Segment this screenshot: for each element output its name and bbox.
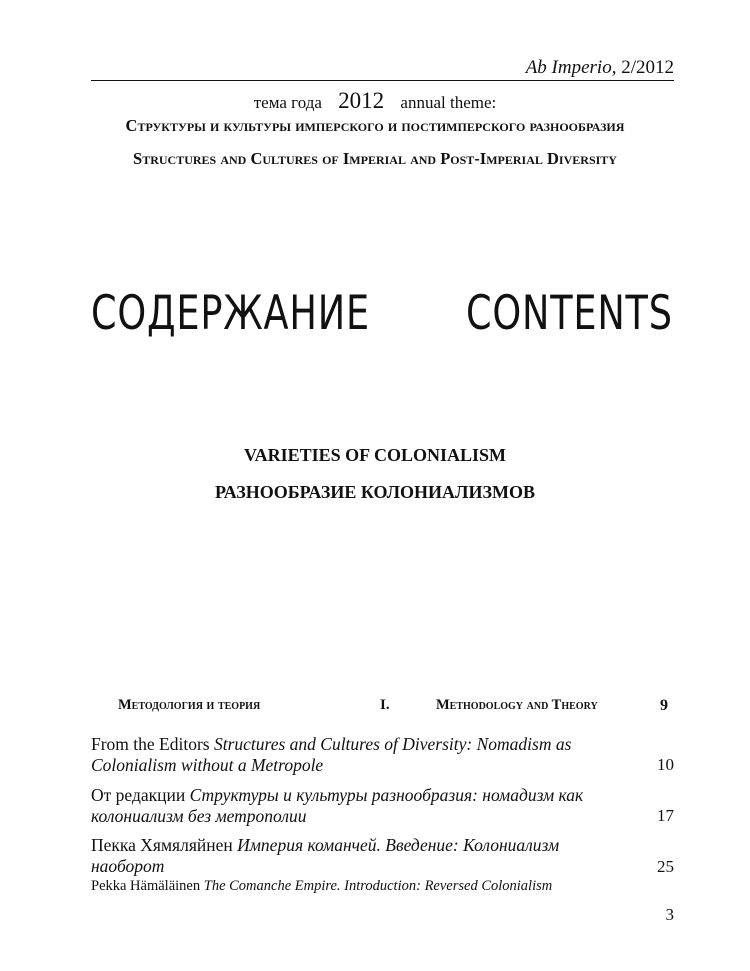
toc-heading-page: 9: [660, 697, 668, 714]
toc-heading-numeral: I.: [380, 697, 390, 713]
toc-entry[interactable]: [91, 734, 636, 776]
entry-page-number: 10: [657, 755, 674, 774]
entry-author: From the Editors: [91, 734, 214, 754]
toc-entry-translation[interactable]: [91, 878, 552, 895]
page-folio: 3: [665, 905, 674, 924]
entry-page-number: 17: [657, 806, 674, 825]
journal-issue: 2/2012: [621, 57, 674, 78]
entry-sub-author: Pekka Hämäläinen: [91, 878, 204, 894]
entry-author: От редакции: [91, 785, 190, 805]
theme-ru-label: тема года: [253, 93, 322, 112]
entry-sub-title: The Comanche Empire. Introduction: Reversed Colonialism: [203, 878, 553, 894]
toc-heading-ru: Методология и теория: [118, 697, 261, 713]
entry-title: Structures and Cultures of Diversity: Nomadism as Colonialism without a Metropole: [91, 734, 572, 775]
entry-author: Пекка Хямяляйнен: [91, 835, 238, 855]
toc-entry[interactable]: [91, 835, 636, 877]
toc-heading-en: Methodology and Theory: [436, 697, 598, 713]
contents-title-en: CONTENTS: [466, 286, 673, 341]
theme-title-ru: Структуры и культуры имперского и постимперского разнообразия: [125, 116, 625, 135]
section-heading-ru: РАЗНООБРАЗИЕ КОЛОНИАЛИЗМОВ: [215, 482, 535, 502]
journal-name: Ab Imperio,: [525, 57, 617, 78]
contents-title-ru: СОДЕРЖАНИЕ: [91, 286, 370, 341]
journal-reference: [526, 57, 674, 79]
theme-year: 2012: [338, 88, 385, 113]
entry-title: Империя команчей. Введение: Колониализм наоборот: [91, 835, 560, 876]
entry-title: Структуры и культуры разнообразия: номадизм как колониализм без метрополии: [91, 785, 584, 826]
toc-entry[interactable]: [91, 785, 636, 827]
annual-theme-line: [0, 88, 750, 114]
theme-en-label: annual theme:: [400, 93, 497, 112]
theme-title-en: Structures and Cultures of Imperial and Post-Imperial Diversity: [133, 149, 617, 168]
header-rule: [91, 80, 674, 81]
entry-page-number: 25: [657, 857, 674, 876]
section-heading-en: VARIETIES OF COLONIALISM: [243, 445, 507, 465]
